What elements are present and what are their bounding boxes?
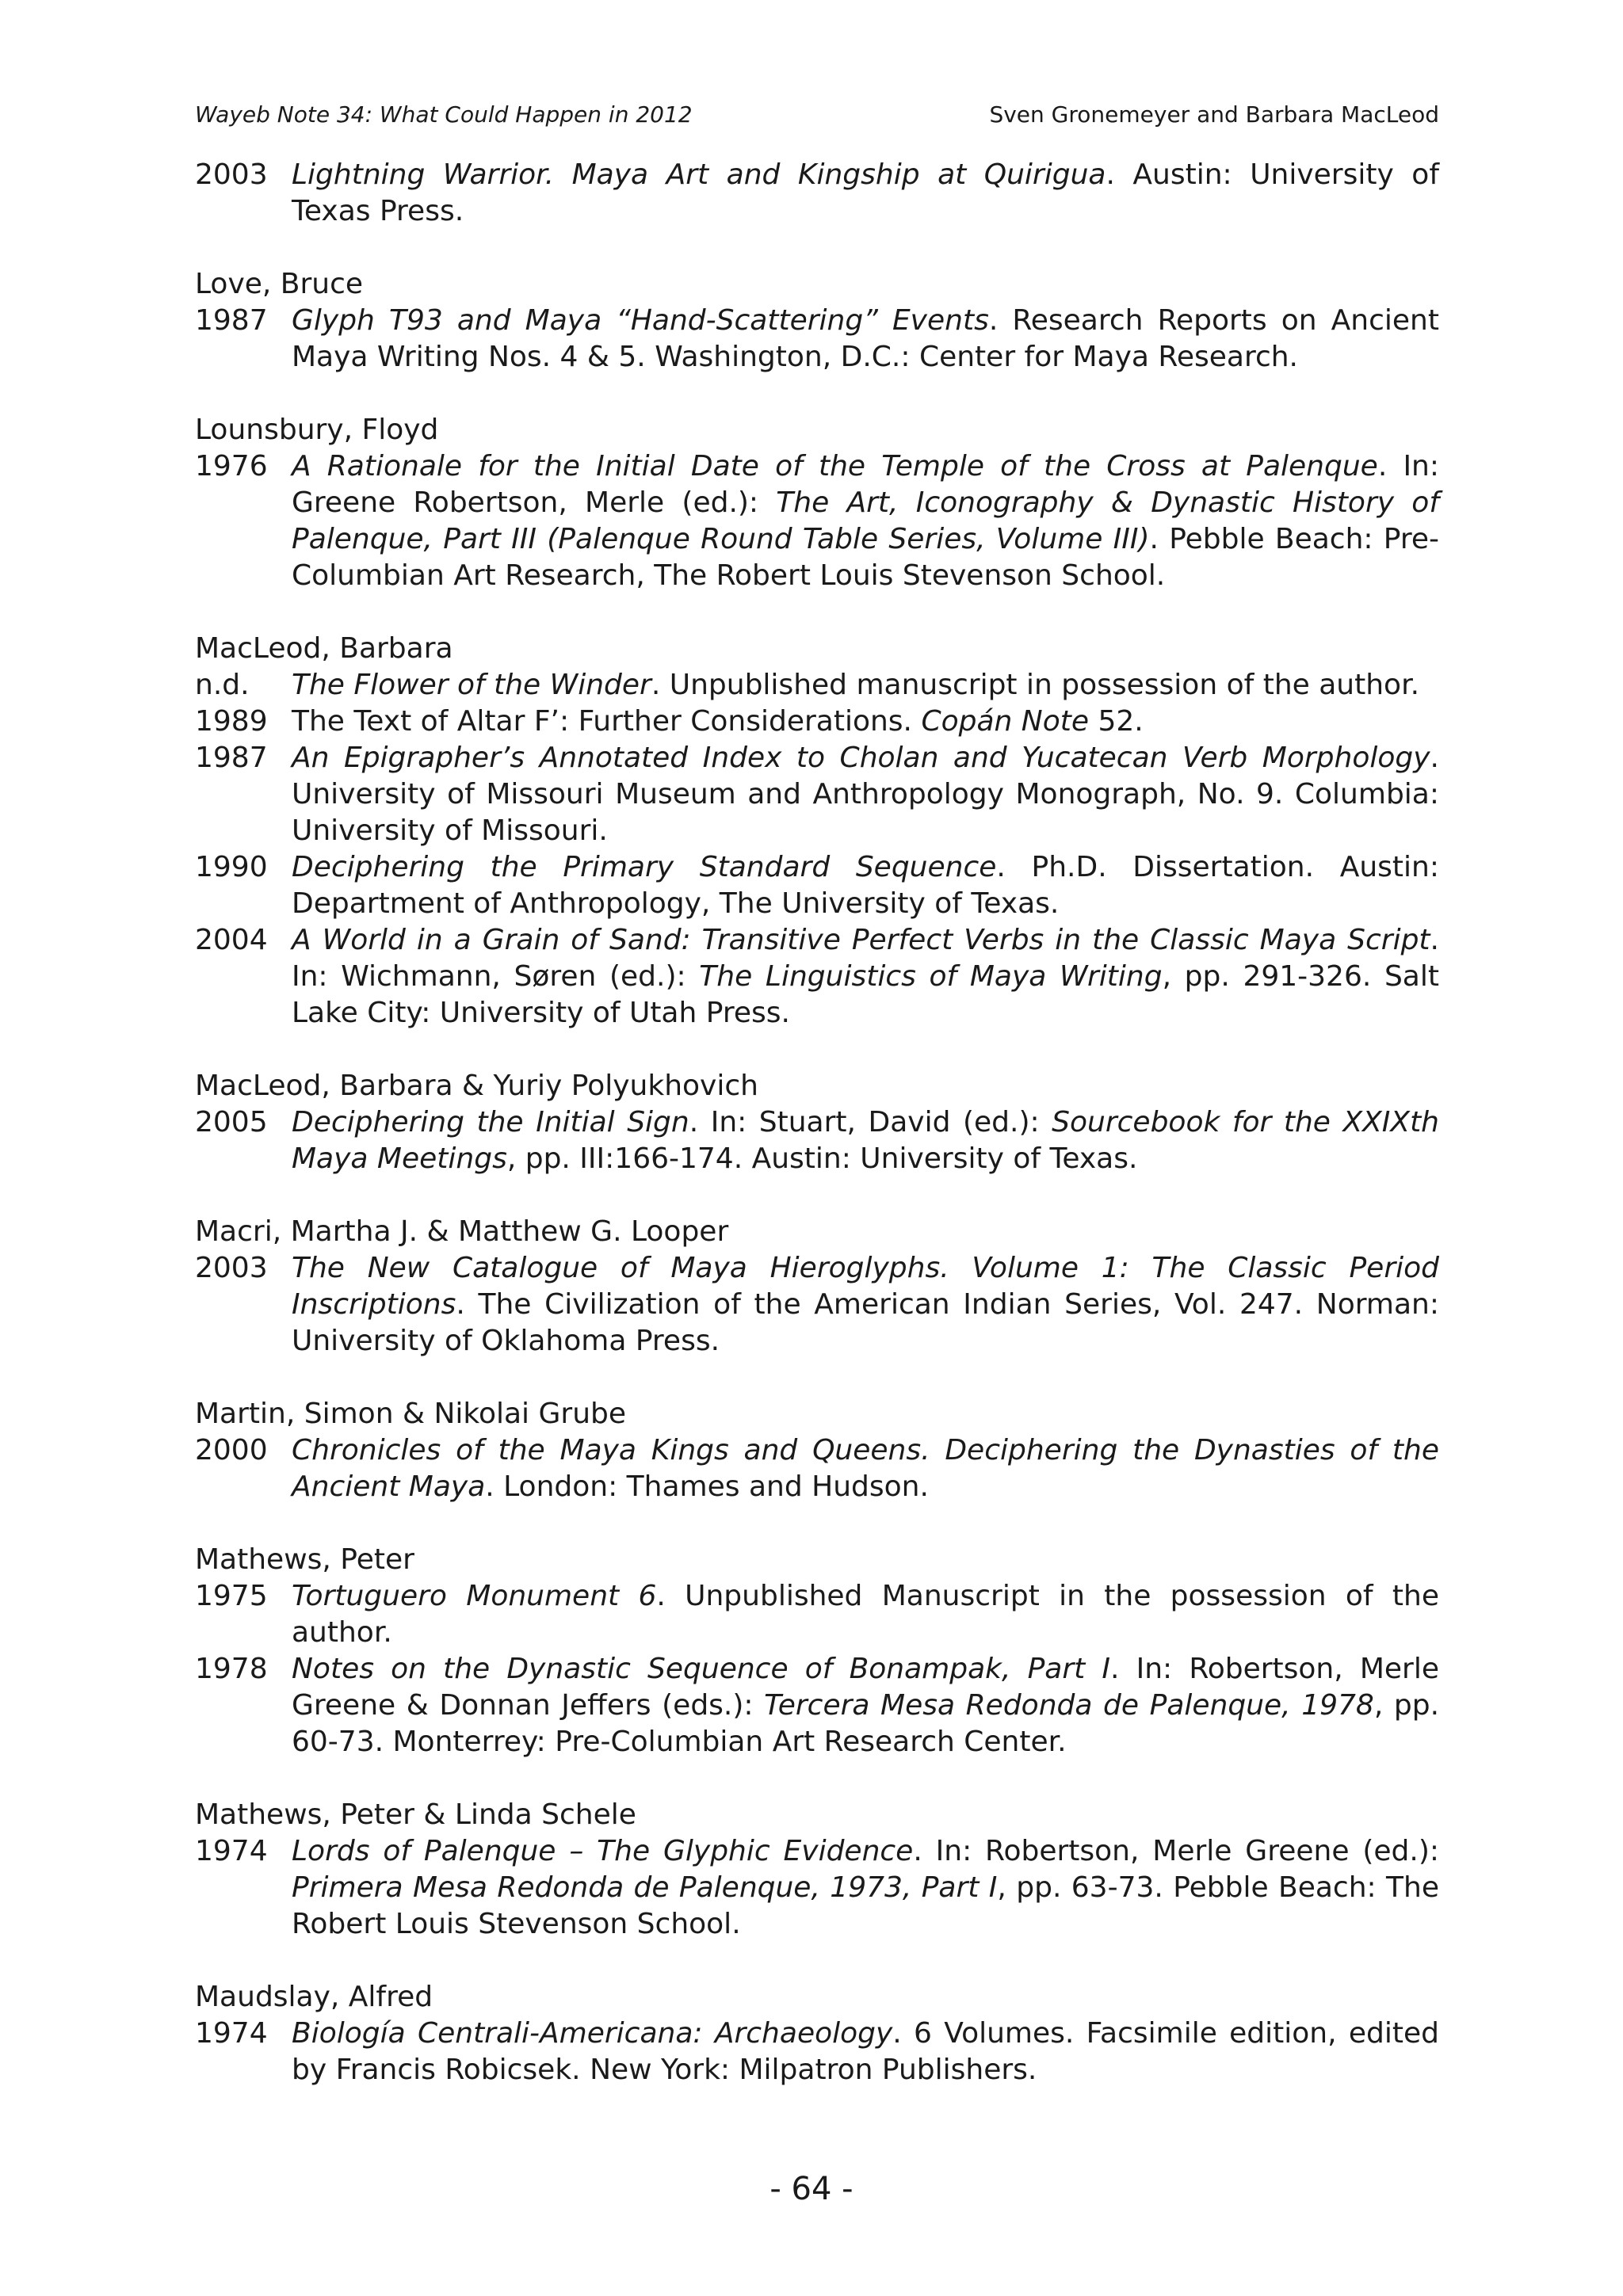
citation-title: A World in a Grain of Sand: Transitive Perfect Verbs in the Classic Maya Script (292, 924, 1430, 956)
citation-text: . Austin: University of Texas Press. (292, 158, 1439, 227)
reference-citation (292, 1250, 1439, 1360)
reference-year: 1987 (195, 304, 268, 337)
citation-title: Lightning Warrior. Maya Art and Kingship at Quirigua (292, 158, 1106, 191)
reference-year: 1974 (195, 2017, 268, 2050)
reference-citation (292, 922, 1439, 1032)
citation-text: , pp. 291-326. Salt Lake City: University of Utah Press. (292, 960, 1439, 1029)
reference-author: Mathews, Peter & Linda Schele (195, 1798, 636, 1831)
reference-citation (292, 704, 1439, 740)
citation-title: Deciphering the Primary Standard Sequence (292, 851, 997, 883)
citation-text: . The Civilization of the American Indian Series, Vol. 247. Norman: University of Oklahoma Press. (292, 1288, 1439, 1357)
reference-entry (195, 667, 1439, 704)
citation-text: . In: Wichmann, Søren (ed.): (292, 924, 1439, 993)
citation-title: Biología Centrali-Americana: Archaeology (292, 2017, 893, 2050)
reference-author: Maudslay, Alfred (195, 1981, 433, 2013)
reference-entry (195, 157, 1439, 230)
citation-text: 52. (1089, 705, 1144, 738)
reference-year: 1989 (195, 705, 268, 738)
citation-text: . Unpublished Manuscript in the possession of the author. (292, 1580, 1439, 1649)
reference-citation (292, 1432, 1439, 1505)
citation-text: . In: Stuart, David (ed.): (689, 1106, 1052, 1138)
reference-author: Martin, Simon & Nikolai Grube (195, 1398, 627, 1430)
citation-title: Deciphering the Initial Sign (292, 1106, 689, 1138)
citation-text: The Text of Altar F’: Further Considerations. (292, 705, 922, 738)
reference-year: 2005 (195, 1106, 268, 1138)
citation-title: Lords of Palenque – The Glyphic Evidence (292, 1835, 914, 1867)
reference-year: 2000 (195, 1434, 268, 1466)
citation-title: Glyph T93 and Maya “Hand-Scattering” Events (292, 304, 989, 337)
reference-entry (195, 1578, 1439, 1651)
reference-author: Macri, Martha J. & Matthew G. Looper (195, 1215, 729, 1248)
reference-entry (195, 849, 1439, 922)
citation-title: The Linguistics of Maya Writing (699, 960, 1163, 993)
reference-author: MacLeod, Barbara (195, 632, 453, 665)
reference-year: 2003 (195, 158, 268, 191)
reference-entry (195, 1104, 1439, 1177)
reference-citation (292, 157, 1439, 230)
citation-title: The Flower of the Winder (292, 669, 651, 701)
reference-citation (292, 1578, 1439, 1651)
reference-citation (292, 849, 1439, 922)
citation-text: . Ph.D. Dissertation. Austin: Department of Anthropology, The University of Texas. (292, 851, 1439, 920)
reference-author: Lounsbury, Floyd (195, 414, 439, 446)
citation-title: Copán Note (921, 705, 1090, 738)
header-authors: Sven Gronemeyer and Barbara MacLeod (989, 101, 1439, 128)
reference-entry (195, 303, 1439, 376)
reference-citation (292, 448, 1439, 594)
reference-year: n.d. (195, 669, 250, 701)
reference-entry (195, 1833, 1439, 1943)
header-title: Wayeb Note 34: What Could Happen in 2012 (195, 101, 693, 128)
reference-list (195, 157, 1439, 2088)
reference-entry (195, 1432, 1439, 1505)
citation-text: . University of Missouri Museum and Anthropology Monograph, No. 9. Columbia: University of Missouri. (292, 742, 1439, 847)
citation-text: , pp. III:166-174. Austin: University of Texas. (506, 1142, 1138, 1175)
reference-year: 1990 (195, 851, 268, 883)
citation-text: . Pebble Beach: Pre-Columbian Art Research, The Robert Louis Stevenson School. (292, 523, 1439, 592)
page-number: - 64 - (769, 2171, 854, 2207)
reference-entry (195, 448, 1439, 594)
reference-entry (195, 1250, 1439, 1360)
citation-text: . 6 Volumes. Facsimile edition, edited by Francis Robicsek. New York: Milpatron Publishers. (292, 2017, 1439, 2086)
citation-title: Chronicles of the Maya Kings and Queens. Deciphering the Dynasties of the Ancient Maya (292, 1434, 1439, 1503)
running-header (195, 98, 1439, 132)
citation-text: . In: Robertson, Merle Greene (ed.): (913, 1835, 1439, 1867)
citation-text: , pp. 60-73. Monterrey: Pre-Columbian Art Research Center. (292, 1689, 1440, 1758)
reference-entry (195, 740, 1439, 849)
citation-title: Sourcebook for the XXIXth Maya Meetings (292, 1106, 1439, 1175)
citation-title: Primera Mesa Redonda de Palenque, 1973, Part I (292, 1871, 998, 1904)
reference-entry (195, 2016, 1439, 2088)
citation-title: Tortuguero Monument 6 (292, 1580, 657, 1612)
reference-author: Love, Bruce (195, 268, 364, 300)
reference-year: 1974 (195, 1835, 268, 1867)
reference-entry (195, 704, 1439, 740)
citation-title: The Art, Iconography & Dynastic History of Palenque, Part III (Palenque Round Table Series, Volume III) (292, 486, 1439, 555)
reference-year: 1978 (195, 1653, 268, 1685)
citation-text: , pp. 63-73. Pebble Beach: The Robert Louis Stevenson School. (292, 1871, 1439, 1940)
reference-citation (292, 303, 1439, 376)
citation-title: Notes on the Dynastic Sequence of Bonampak, Part I (292, 1653, 1111, 1685)
reference-citation (292, 2016, 1439, 2088)
reference-citation (292, 1104, 1439, 1177)
reference-author: MacLeod, Barbara & Yuriy Polyukhovich (195, 1070, 758, 1102)
reference-year: 1987 (195, 742, 268, 774)
reference-author: Mathews, Peter (195, 1543, 414, 1576)
reference-citation (292, 740, 1439, 849)
citation-text: . London: Thames and Hudson. (485, 1470, 929, 1503)
reference-year: 2004 (195, 924, 268, 956)
reference-year: 1976 (195, 450, 268, 482)
citation-text: . In: Greene Robertson, Merle (ed.): (292, 450, 1440, 519)
citation-title: A Rationale for the Initial Date of the Temple of the Cross at Palenque (292, 450, 1378, 482)
reference-citation (292, 1833, 1439, 1943)
reference-entry (195, 922, 1439, 1032)
citation-title: An Epigrapher’s Annotated Index to Cholan and Yucatecan Verb Morphology (292, 742, 1430, 774)
reference-citation (292, 667, 1439, 704)
citation-title: The New Catalogue of Maya Hieroglyphs. Volume 1: The Classic Period Inscriptions (292, 1252, 1439, 1321)
reference-citation (292, 1651, 1439, 1760)
citation-text: . Research Reports on Ancient Maya Writing Nos. 4 & 5. Washington, D.C.: Center for Maya Research. (292, 304, 1439, 373)
citation-text: . In: Robertson, Merle Greene & Donnan Jeffers (eds.): (292, 1653, 1439, 1722)
citation-text: . Unpublished manuscript in possession of the author. (651, 669, 1420, 701)
citation-title: Tercera Mesa Redonda de Palenque, 1978 (764, 1689, 1374, 1722)
reference-entry (195, 1651, 1439, 1760)
reference-year: 2003 (195, 1252, 268, 1284)
reference-year: 1975 (195, 1580, 268, 1612)
